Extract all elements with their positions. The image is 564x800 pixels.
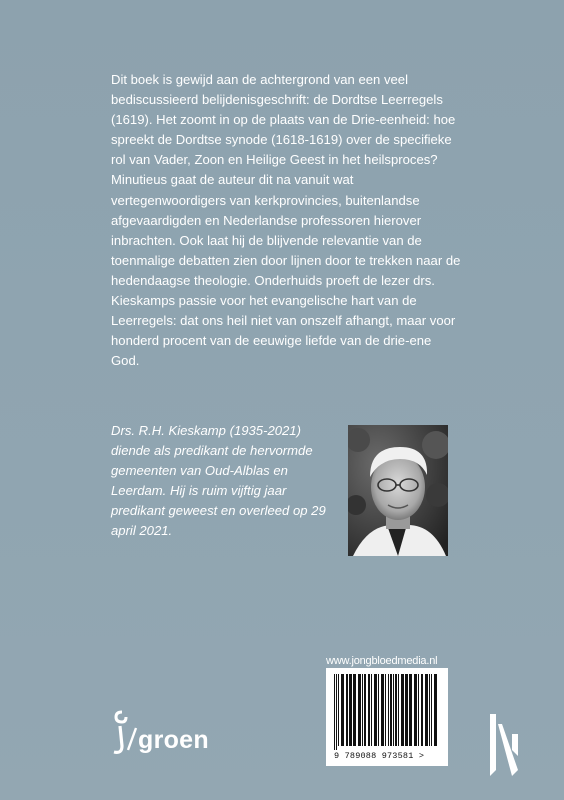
author-photo [348,425,448,556]
publisher-name: groen [138,726,209,754]
author-bio: Drs. R.H. Kieskamp (1935-2021) diende als predikant de hervormde gemeenten van Oud-Alblas en Leerdam. Hij is ruim vijftig jaar predikant geweest en overleed op 29 april 2021. [111,423,326,539]
publisher-emblem-icon [488,714,522,776]
publisher-logo-mark-icon [108,708,138,758]
publisher-website: www.jongbloedmedia.nl [326,655,438,667]
book-description: Dit boek is gewijd aan de achtergrond van een veel bediscussieerd belijdenisgeschrift: de Dordtse Leerregels (1619). Het zoomt in op de plaats van de Drie-eenheid: hoe spreekt de Dordtse synode (1618-1619) over de specifieke rol van Vader, Zoon en Heilige Geest in het heilsproces? Minutieus gaat de auteur dit na vanuit wat vertegenwoordigers van kerkprovincies, buitenlandse afgevaardigden en Nederlandse professoren hierover inbrachten. Ook laat hij de blijvende relevantie van de toenmalige debatten zien door lijnen door te trekken naar de hedendaagse theologie. Onderhuids proeft de lezer drs. Kieskamps passie voor het evangelische hart van de Leerregels: dat ons heil niet van onszelf afhangt, maar voor honderd procent van de eeuwige liefde van de drie-ene God. [111,72,461,369]
isbn-number: 9 789088 973581 > [334,751,425,761]
isbn-barcode [326,668,448,766]
publisher-logo [108,708,248,758]
